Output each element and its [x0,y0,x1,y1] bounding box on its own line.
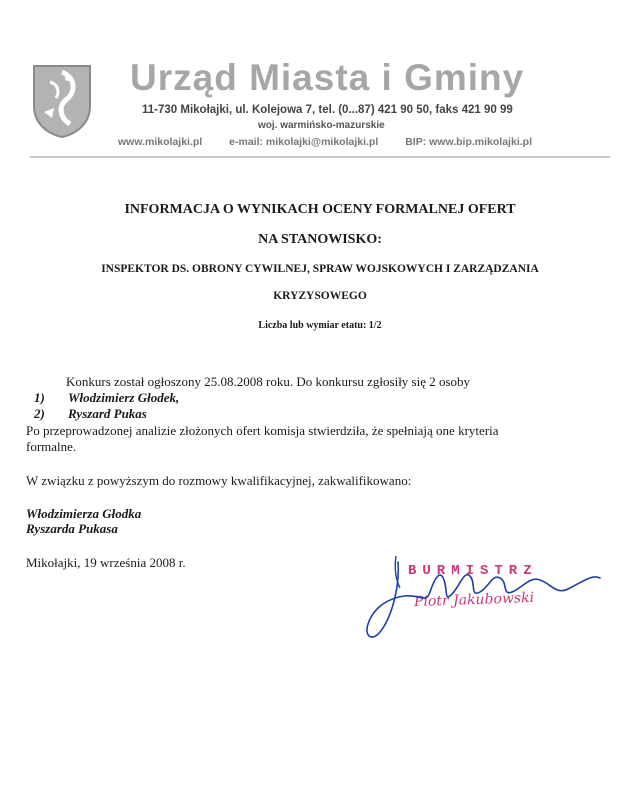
letterhead-divider [30,156,610,158]
list-item [34,390,179,406]
position-name-line2: KRYZYSOWEGO [273,290,367,302]
letterhead-region: woj. warmińsko-mazurskie [258,120,385,131]
qualified-candidate: Włodzimierza Głodka [26,506,142,521]
qualified-candidate: Ryszarda Pukasa [26,521,118,536]
list-item-number: 1) [34,390,45,405]
employment-scope: Liczba lub wymiar etatu: 1/2 [258,320,382,331]
analysis-paragraph-line1: Po przeprowadzonej analizie złożonych ofert komisja stwierdziła, że spełniają one kryteria [26,423,499,438]
letterhead-bip[interactable]: BIP: www.bip.mikolajki.pl [405,136,532,148]
signature-icon [360,540,610,660]
place-and-date: Mikołajki, 19 września 2008 r. [26,555,186,570]
intro-text: Konkurs został ogłoszony 25.08.2008 roku. Do konkursu zgłosiły się 2 osoby [66,374,471,389]
letterhead [22,56,622,166]
letterhead-contacts [118,136,556,148]
letterhead-email[interactable]: e-mail: mikolajki@mikolajki.pl [229,136,379,148]
analysis-paragraph-line2: formalne. [26,439,77,454]
heading-subtitle: NA STANOWISKO: [258,232,382,247]
position-name-line1: INSPEKTOR DS. OBRONY CYWILNEJ, SPRAW WOJSKOWYCH I ZARZĄDZANIA [101,263,539,275]
stamp-title: BURMISTRZ [408,563,538,579]
qualification-paragraph: W związku z powyższym do rozmowy kwalifikacyjnej, zakwalifikowano: [26,473,412,488]
heading-title: INFORMACJA O WYNIKACH OCENY FORMALNEJ OFERT [124,202,516,217]
letterhead-address: 11-730 Mikołajki, ul. Kolejowa 7, tel. (0...87) 421 90 50, faks 421 90 99 [142,104,513,116]
letterhead-title: Urząd Miasta i Gminy [130,57,525,98]
stamp-name: Piotr Jakubowski [413,589,535,611]
list-item-name: Ryszard Pukas [68,406,147,421]
coat-of-arms-icon [30,62,94,138]
list-item [34,406,147,422]
list-item-number: 2) [34,406,45,421]
list-item-name: Włodzimierz Głodek, [68,390,180,405]
letterhead-website[interactable]: www.mikolajki.pl [118,136,203,148]
